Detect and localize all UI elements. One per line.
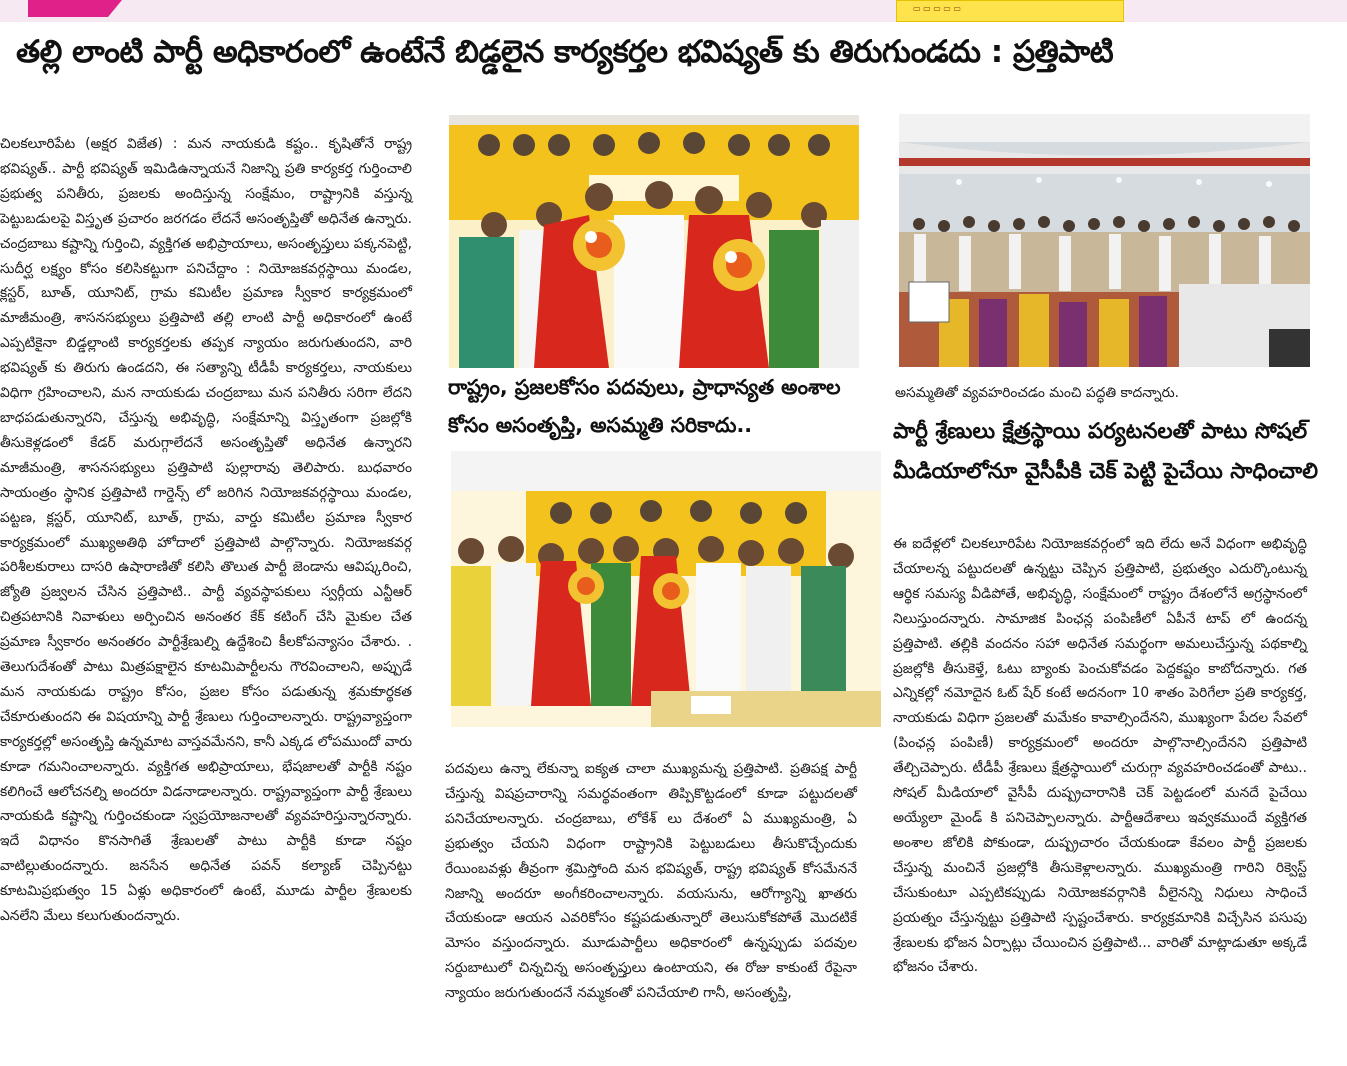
subheading-2: పార్టీ శ్రేణులు క్షేత్రస్థాయి పర్యటనలతో పాటు సోషల్ మీడియాలోనూ వైసీపీకి చెక్ పెట్టి పైచేయి సాధించాలి bbox=[893, 419, 1319, 484]
section-tab bbox=[28, 0, 108, 17]
article-column-1: చిలకలూరిపేట (అక్షర విజేత) : మన నాయకుడి కష్టం.. కృషితోనే రాష్ట్ర భవిష్యత్.. పార్టీ భవిష్యత్ ఇమిడిఉన్నాయనే నిజాన్ని ప్రతి కార్యకర్త గుర్తించాలి ప్రభుత్వ పనితీరు, ప్రజలకు అందిస్తున్న సంక్షేమం, రాష్ట్రానికి వస్తున్న పెట్టుబడులపై విస్తృత ప్రచారం జరగడం లేదనే అసంతృప్తితో అధినేత ఉన్నారు. చంద్రబాబు కష్టాన్ని గుర్తించి, వ్యక్తిగత అభిప్రాయాలు, అసంతృప్తులు పక్కనపెట్టి, సుదీర్ఘ లక్ష్యం కోసం కలిసికట్టుగా పనిచేద్దాం : నియోజకవర్గస్థాయి మండల, క్లస్టర్, బూత్, యూనిట్, గ్రామ కమిటీల ప్రమాణ స్వీకార కార్యక్రమంలో మాజీమంత్రి, శాసనసభ్యులు ప్రత్తిపాటి తల్లి లాంటి పార్టీ అధికారంలో ఉంటే ఎప్పటికైనా బిడ్డల్లాంటి కార్యకర్తలకు తప్పక న్యాయం జరుగుతుందని, వారి భవిష్యత్ కు తిరుగు ఉండదని, ఈ సత్యాన్ని టీడీపీ కార్యకర్తలు, నాయకులు విధిగా గ్రహించాలని, మన నాయకుడు చంద్రబాబు మన పనితీరు సరిగా లేదని బాధపడుతున్నారని, చేస్తున్న అభివృద్ధి, సంక్షేమాన్ని విస్తృతంగా ప్రజల్లోకి తీసుకెళ్లడంలో కేడర్ మరుగ్గాలేదనే అసంతృప్తితో అధినేత ఉన్నారని మాజీమంత్రి, శాసనసభ్యులు ప్రత్తిపాటి పుల్లారావు తెలిపారు. బుధవారం సాయంత్రం స్థానిక ప్రత్తిపాటి గార్డెన్స్ లో జరిగిన నియోజకవర్గస్థాయి మండల, పట్టణ, క్లస్టర్, యూనిట్, బూత్, గ్రామ, వార్డు కమిటీల ప్రమాణ స్వీకార కార్యక్రమంలో ముఖ్యఅతిథి హోదాలో ప్రత్తిపాటి పాల్గొన్నారు. నియోజకవర్గ పరిశీలకురాలు దాసరి ఉషారాణితో కలిసి తొలుత పార్టీ జెండాను ఆవిష్కరించి, జ్యోతి ప్రజ్వలన చేసిన ప్రత్తిపాటి.. పార్టీ వ్యవస్థాపకులు స్వర్గీయ ఎన్టీఆర్ చిత్రపటానికి నివాళులు అర్పించిన అనంతర కేక్ కటింగ్ చేసి మైకుల చేత ప్రమాణ స్వీకారం అనంతరం పార్టీశ్రేణుల్ని ఉద్దేశించి కీలకోపన్యాసం చేశారు. . తెలుగుదేశంతో పాటు మిత్రపక్షాలైన కూటమిపార్టీలను గౌరవించాలని, అప్పుడే మన నాయకుడు రాష్ట్రం కోసం, ప్రజల కోసం పడుతున్న శ్రమకుార్థకత చేకూరుతుందని ఈ విషయాన్ని పార్టీ శ్రేణులు గుర్తించాలన్నారు. రాష్ట్రవ్యాప్తంగా కార్యకర్తల్లో అసంతృప్తి ఉన్నమాట వాస్తవమేనని, కానీ ఎక్కడ లోపముందో వారు కూడా గమనించాలన్నారు. వ్యక్తిగత అభిప్రాయాలు, భేషజాలతో పార్టీకి నష్టం కలిగించే ఆలోచనల్ని అందరూ విడనాడాలన్నారు. రాష్ట్రవ్యాప్తంగా పార్టీ శ్రేణులు నాయకుడి కష్టాన్ని గుర్తించకుండా స్వప్రయోజనాలతో వ్యవహరిస్తున్నారన్నారు. ఇదే విధానం కొనసాగితే శ్రేణులతో పాటు పార్టీకి కూడా నష్టం వాటిల్లుతుందన్నారు. జనసేన అధినేత పవన్ కల్యాణ్ చెప్పినట్టు కూటమిప్రభుత్వం 15 ఏళ్లు అధికారంలో ఉంటే, మూడు పార్టీల శ్రేణులకు ఎనలేని మేలు కలుగుతుందన్నారు. bbox=[0, 136, 412, 925]
article-column-3: ఈ ఐదేళ్లలో చిలకలూరిపేట నియోజకవర్గంలో ఇది లేదు అనే విధంగా అభివృద్ధి చేయాలన్న పట్టుదలతో ఉన్నట్టు చెప్పిన ప్రత్తిపాటి, ప్రభుత్వం ఎదుర్కొంటున్న ఆర్థిక సమస్య వీడిపోతే, అభివృద్ధి, సంక్షేమంలో రాష్ట్రం దేశంలోనే అగ్రస్థానంలో నిలుస్తుందన్నారు. సామాజిక పింఛన్ల పంపిణీలో ఏపీనే టాప్ లో ఉందన్న ప్రత్తిపాటి. తల్లికి వందనం సహా అధినేత సమర్థంగా అమలుచేస్తున్న పథకాల్ని ప్రజల్లోకి తీసుకెళ్తే, ఓటు బ్యాంకు పెంచుకోవడం పెద్దకష్టం కాబోదన్నారు. గత ఎన్నికల్లో నమోదైన ఓట్ షేర్ కంటే అదనంగా 10 శాతం పెరిగేలా ప్రతి కార్యకర్త, నాయకుడు విధిగా ప్రజలతో మమేకం కావాల్సిందేనని, ముఖ్యంగా పేదల సేవలో (పింఛన్ల పంపిణీ) కార్యక్రమంలో అందరూ పాల్గొనాల్సిందేనని ప్రత్తిపాటి తేల్చిచెప్పారు. టీడీపీ శ్రేణులు క్షేత్రస్థాయిలో చురుగ్గా వ్యవహరించడంతో పాటు.. సోషల్ మీడియాలో వైసీపీ దుష్ప్రచారానికి చెక్ పెట్టడంలో మనదే పైచేయి అయ్యేలా మైండ్ కి పనిచెప్పాలన్నారు. పార్టీఆదేశాలు ఇవ్వకముందే వ్యక్తిగత అంశాల జోలికి పోకుండా, దుష్ప్రచారం చేయకుండా కేవలం పార్టీ ప్రజలకు చేస్తున్న మంచినే ప్రజల్లోకి తీసుకెళ్లాలన్నారు. ముఖ్యమంత్రి గారిని రిక్వెస్ట్ చేసుకుంటూ ఎప్పటికప్పుడు నియోజకవర్గానికి వీలైనన్ని నిధులు సాధించే ప్రయత్నం చేస్తున్నట్టు ప్రత్తిపాటి స్పష్టంచేశారు. కార్యక్రమానికి విచ్చేసిన పసుపు శ్రేణులకు భోజన ఏర్పాట్లు చేయించిన ప్రత్తిపాటి... వారితో మాట్లాడుతూ అక్కడే భోజనం చేశారు. bbox=[893, 536, 1307, 976]
newspaper-logo: ▭ ▭ ▭ ▭ ▭ bbox=[896, 0, 1124, 22]
audience-photo bbox=[899, 114, 1310, 367]
felicitation-photo bbox=[449, 115, 859, 368]
headline: తల్లి లాంటి పార్టీ అధికారంలో ఉంటేనే బిడ్డలైన కార్యకర్తల భవిష్యత్ కు తిరుగుండదు : ప్రత్తిపాటి bbox=[16, 34, 1114, 70]
subheading-1: రాష్ట్రం, ప్రజలకోసం పదవులు, ప్రాధాన్యత అంశాల కోసం అసంతృప్తి, అసమ్మతి సరికాదు.. bbox=[448, 375, 841, 437]
top-strip bbox=[0, 0, 1347, 22]
article-column-2: పదవులు ఉన్నా లేకున్నా ఐక్యత చాలా ముఖ్యమన్న ప్రత్తిపాటి. ప్రతిపక్ష పార్టీ చేస్తున్న విషప్రచారాన్ని సమర్థవంతంగా తిప్పికొట్టడంలో కూడా పట్టుదలతో పనిచేయాలన్నారు. చంద్రబాబు, లోకేశ్ లు దేశంలో ఏ ముఖ్యమంత్రి, ఏ ప్రభుత్వం చేయని విధంగా రాష్ట్రానికి పెట్టుబడులు తీసుకొచ్చేందుకు రేయింబవళ్లు తీవ్రంగా శ్రమిస్తోంది మన భవిష్యత్, రాష్ట్ర భవిష్యత్ కోసమేననే నిజాన్ని అందరూ అంగీకరించాలన్నారు. వయసును, ఆరోగ్యాన్ని ఖాతరు చేయకుండా ఆయన ఎవరికోసం కష్టపడుతున్నారో తెలుసుకోకపోతే మొదటికే మోసం వస్తుందన్నారు. మూడుపార్టీలు అధికారంలో ఉన్నప్పుడు పదవుల సర్దుబాటులో చిన్నచిన్న అసంతృప్తులు ఉంటాయని, ఈ రోజు కాకుంటే రేపైనా న్యాయం జరుగుతుందనే నమ్మకంతో పనిచేయాలి గానీ, అసంతృప్తి, bbox=[445, 761, 857, 1002]
column-3-intro-line: అసమ్మతితో వ్యవహరించడం మంచి పద్ధతి కాదన్నారు. bbox=[895, 385, 1179, 401]
stage-group-photo bbox=[451, 451, 881, 727]
